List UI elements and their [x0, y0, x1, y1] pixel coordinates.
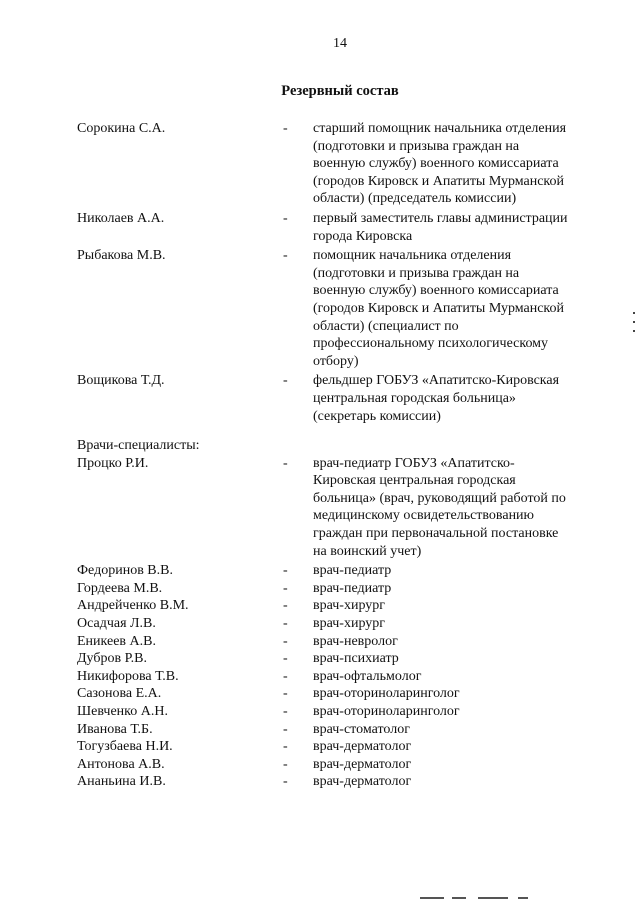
- specialist-dash: -: [283, 704, 288, 719]
- scan-artifact: [420, 897, 530, 905]
- specialist-role: врач-невролог: [313, 633, 398, 649]
- role-line: профессиональному психологическому: [313, 336, 549, 352]
- role-line: помощник начальника отделения: [313, 248, 512, 264]
- role-line: врач-педиатр ГОБУЗ «Апатитско-: [313, 455, 515, 471]
- specialist-name: Антонова А.В.: [77, 756, 165, 772]
- specialist-name: Федоринов В.В.: [77, 563, 173, 579]
- specialist-role: врач-дерматолог: [313, 739, 412, 755]
- role-line: (секретарь комиссии): [313, 408, 441, 424]
- role-line: первый заместитель главы администрации: [313, 210, 568, 226]
- member-dash: -: [283, 455, 288, 471]
- member-role: [313, 247, 593, 370]
- specialist-row: [0, 615, 640, 633]
- specialist-row: [0, 668, 640, 686]
- specialist-row: [0, 685, 640, 703]
- role-line: (подготовки и призыва граждан на: [313, 265, 520, 281]
- specialist-role: врач-психиатр: [313, 651, 399, 667]
- role-line: области) (специалист по: [313, 318, 459, 334]
- specialist-row: [0, 650, 640, 668]
- specialist-row: [0, 703, 640, 721]
- specialist-name: Гордеева М.В.: [77, 580, 163, 596]
- role-line: больница» (врач, руководящий работой по: [313, 490, 566, 506]
- role-line: отбору): [313, 353, 359, 369]
- specialist-row: [0, 773, 640, 791]
- role-line: граждан при первоначальной постановке: [313, 526, 559, 542]
- section-title: Резервный состав: [281, 83, 399, 99]
- member-name: Рыбакова М.В.: [77, 248, 166, 264]
- member-row: [0, 455, 640, 561]
- role-line: (городов Кировск и Апатиты Мурманской: [313, 173, 564, 189]
- specialist-role: врач-хирург: [313, 598, 386, 614]
- commission-list: [0, 120, 640, 791]
- page-number: 14: [333, 36, 347, 51]
- role-line: военную службу) военного комиссариата: [313, 283, 559, 299]
- member-dash: -: [283, 373, 288, 389]
- specialist-row: [0, 597, 640, 615]
- member-name: Вощикова Т.Д.: [77, 373, 165, 389]
- member-row: [0, 372, 640, 425]
- member-role: [313, 372, 593, 425]
- specialist-row: [0, 721, 640, 739]
- specialist-role: врач-педиатр: [313, 580, 392, 596]
- specialist-name: Еникеев А.В.: [77, 633, 156, 649]
- specialist-name: Иванова Т.Б.: [77, 721, 153, 737]
- member-row: [0, 210, 640, 245]
- member-dash: -: [283, 248, 288, 264]
- specialist-dash: -: [283, 598, 288, 614]
- specialist-role: врач-офтальмолог: [313, 668, 422, 684]
- specialist-name: Осадчая Л.В.: [77, 616, 156, 632]
- specialist-role: врач-стоматолог: [313, 721, 410, 737]
- specialist-role: врач-оториноларинголог: [313, 686, 460, 702]
- specialist-name: Дубров Р.В.: [77, 651, 147, 667]
- role-line: города Кировска: [313, 228, 413, 244]
- member-dash: -: [283, 121, 288, 136]
- member-name: Николаев А.А.: [77, 210, 165, 226]
- specialist-dash: -: [283, 686, 288, 702]
- member-name: Процко Р.И.: [77, 455, 149, 471]
- specialist-role: врач-хирург: [313, 616, 386, 632]
- specialists-heading: Врачи-специалисты:: [77, 438, 200, 454]
- specialist-dash: -: [283, 668, 288, 684]
- specialist-row: [0, 756, 640, 774]
- member-role: [313, 210, 593, 245]
- specialist-row: [0, 580, 640, 598]
- specialist-dash: -: [283, 580, 288, 596]
- role-line: фельдшер ГОБУЗ «Апатитско-Кировская: [313, 373, 560, 389]
- specialist-row: [0, 562, 640, 580]
- specialist-row: [0, 633, 640, 651]
- role-line: центральная городская больница»: [313, 390, 516, 406]
- member-row: [0, 120, 640, 208]
- specialist-dash: -: [283, 756, 288, 772]
- specialist-name: Шевченко А.Н.: [77, 704, 168, 719]
- specialist-name: Ананьина И.В.: [77, 774, 166, 790]
- specialist-name: Сазонова Е.А.: [77, 686, 162, 702]
- specialist-name: Тогузбаева Н.И.: [77, 739, 173, 755]
- role-line: военную службу) военного комиссариата: [313, 156, 559, 172]
- specialist-name: Андрейченко В.М.: [77, 598, 189, 614]
- member-role: [313, 455, 593, 561]
- scan-artifact: [633, 312, 636, 342]
- specialist-dash: -: [283, 563, 288, 579]
- specialist-role: врач-педиатр: [313, 563, 392, 579]
- specialist-role: врач-дерматолог: [313, 774, 412, 790]
- role-line: на воинский учет): [313, 543, 422, 559]
- specialist-row: [0, 738, 640, 756]
- role-line: медицинскому освидетельствованию: [313, 508, 535, 524]
- specialist-dash: -: [283, 774, 288, 790]
- specialist-name: Никифорова Т.В.: [77, 668, 179, 684]
- member-role: [313, 120, 593, 208]
- role-line: Кировская центральная городская: [313, 473, 516, 489]
- role-line: области) (председатель комиссии): [313, 191, 517, 207]
- specialist-role: врач-дерматолог: [313, 756, 412, 772]
- specialist-dash: -: [283, 616, 288, 632]
- specialist-role: врач-оториноларинголог: [313, 704, 460, 719]
- role-line: старший помощник начальника отделения: [313, 121, 567, 136]
- specialist-dash: -: [283, 651, 288, 667]
- member-dash: -: [283, 210, 288, 226]
- specialist-dash: -: [283, 739, 288, 755]
- specialist-dash: -: [283, 633, 288, 649]
- role-line: (подготовки и призыва граждан на: [313, 138, 520, 154]
- role-line: (городов Кировск и Апатиты Мурманской: [313, 300, 564, 316]
- specialist-dash: -: [283, 721, 288, 737]
- member-row: [0, 247, 640, 370]
- member-name: Сорокина С.А.: [77, 121, 166, 136]
